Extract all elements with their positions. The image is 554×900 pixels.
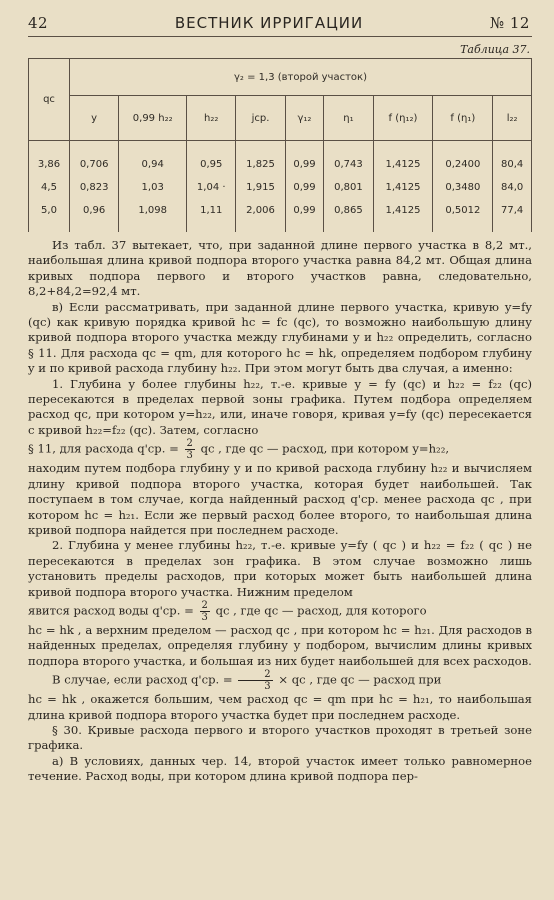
table-cell: 2,006 xyxy=(236,199,285,232)
table-cell: 0,823 xyxy=(70,176,119,199)
table-cell: 0,99 xyxy=(285,199,324,232)
paragraph: § 30. Кривые расхода первого и второго участков проходят в третьей зоне графика. xyxy=(28,722,532,753)
table-cell: 0,743 xyxy=(324,141,373,177)
journal-title: ВЕСТНИК ИРРИГАЦИИ xyxy=(174,14,364,32)
running-header xyxy=(28,14,532,37)
row-label: 3,86 xyxy=(29,141,70,177)
paragraph: находим путем подбора глубину y и по кривой расхода глубину h₂₂ и вычисляем длину кривой подпора второго участка, которая будет наибольшей. Так поступаем в том случае, когда найденный расход q'ср. менее расхода qc , при котором hc = h₂₁. Если же первый расход более второго, то наибольшая длина кривой подпора найдется при последнем расходе. xyxy=(28,461,532,537)
column-header: γ₁₂ xyxy=(285,96,324,141)
table-cell: 84,0 xyxy=(493,176,532,199)
table-cell: 1,11 xyxy=(187,199,236,232)
table-cell: 0,99 xyxy=(285,141,324,177)
table-cell: 1,4125 xyxy=(373,176,433,199)
paragraph: 1. Глубина y более глубины h₂₂, т.-е. кривые y = fy (qc) и h₂₂ = f₂₂ (qc) пересекаются в пределах первой зоны графика. Путем подбора определяем расход qc, при котором y=h₂₂, или, иначе говоря, кривая y=fy (qc) пересекается с кривой h₂₂=f₂₂ (qc). Затем, согласно xyxy=(28,376,532,437)
row-label: 5,0 xyxy=(29,199,70,232)
table-caption: Таблица 37. xyxy=(460,43,530,56)
paragraph: hc = hk , окажется большим, чем расход qc = qm при hc = h₂₁, то наибольшая длина кривой подпора второго участка будет при последнем расходе. xyxy=(28,692,532,722)
table-cell: 0,96 xyxy=(70,199,119,232)
body-text xyxy=(28,238,532,785)
table-cell: 0,865 xyxy=(324,199,373,232)
column-header: h₂₂ xyxy=(187,96,236,141)
table-cell: 77,4 xyxy=(493,199,532,232)
paragraph: hc = hk , а верхним пределом — расход qc , при котором hc = h₂₁. Для расходов в найденных пределах, определяя глубину y подбором, вычислим длины кривых подпора второго участка, и большая из них будет наибольшей для всех расходов. xyxy=(28,622,532,668)
column-header: 0,99 h₂₂ xyxy=(119,96,187,141)
paragraph: Из табл. 37 вытекает, что, при заданной длине первого участка в 8,2 мт., наибольшая длина кривой подпора второго участка равна 84,2 мт. Общая длина кривых подпора первого и второго участков равна, следовательно, 8,2+84,2=92,4 мт. xyxy=(28,238,532,299)
table-cell: 0,99 xyxy=(285,176,324,199)
formula-line: явится расход воды q'ср. = $\frac{2}{3}$ qc , где qc — расход, для которого xyxy=(28,599,427,623)
table-row xyxy=(29,199,532,232)
table-cell: 0,2400 xyxy=(433,141,493,177)
page-number: 42 xyxy=(28,14,49,32)
formula-line: В случае, если расход q'ср. = $\frac{2}{3}$ × qc , где qc — расход при xyxy=(52,669,442,693)
column-header: η₁ xyxy=(324,96,373,141)
paragraph: а) В условиях, данных чер. 14, второй участок имеет только равномерное течение. Расход воды, при котором длина кривой подпора пер- xyxy=(28,753,532,784)
table-cell: 80,4 xyxy=(493,141,532,177)
table-cell: 1,4125 xyxy=(373,141,433,177)
table-cell: 0,801 xyxy=(324,176,373,199)
formula-line: § 11, для расхода q'ср. = $\frac{2}{3}$ qc , где qc — расход, при котором y=h₂₂, xyxy=(28,438,450,462)
table-cell: 0,5012 xyxy=(433,199,493,232)
table-cell: 1,4125 xyxy=(373,199,433,232)
fraction: $\frac{2}{3}$ xyxy=(201,599,208,623)
table-row xyxy=(29,141,532,177)
row-label-header: qc xyxy=(29,59,70,141)
issue-number: № 12 xyxy=(489,14,530,32)
table-cell: 1,915 xyxy=(236,176,285,199)
table-cell: 0,706 xyxy=(70,141,119,177)
table-row xyxy=(29,176,532,199)
column-header: f (η₁₂) xyxy=(373,96,433,141)
table-cell: 0,94 xyxy=(119,141,187,177)
row-label: 4,5 xyxy=(29,176,70,199)
table-cell: 1,098 xyxy=(119,199,187,232)
column-header: y xyxy=(70,96,119,141)
paragraph: в) Если рассматривать, при заданной длине первого участка, кривую y=fy (qc) как кривую порядка кривой hc = fc (qc), то возможно наибольшую длину кривой подпора второго участка между глубинами y и h₂₂ определить, согласно § 11. Для расхода qc = qm, для которого hc = hk, определяем подбором глубину y и по кривой расхода глубину h₂₂. При этом могут быть два случая, а именно: xyxy=(28,299,532,376)
paragraph: 2. Глубина y менее глубины h₂₂, т.-е. кривые y=fy ( qc ) и h₂₂ = f₂₂ ( qc ) не пересекаются в пределах зон графика. В этом случае возможно лишь установить пределы расходов, при которых может быть наибольшей длина кривой подпора второго участка. Нижним пределом xyxy=(28,538,532,599)
table-cell: 1,04 · xyxy=(187,176,236,199)
fraction: $\frac{2}{3}$ xyxy=(238,669,272,692)
table-cell: 1,03 xyxy=(119,176,187,199)
fraction: $\frac{2}{3}$ xyxy=(186,438,193,462)
table-cell: 1,825 xyxy=(236,141,285,177)
column-header: l₂₂ xyxy=(493,96,532,141)
column-header: jср. xyxy=(236,96,285,141)
table-cell: 0,3480 xyxy=(433,176,493,199)
data-table xyxy=(28,58,532,232)
group-header: γ₂ = 1,3 (второй участок) xyxy=(70,59,532,96)
column-header: f (η₁) xyxy=(433,96,493,141)
table-cell: 0,95 xyxy=(187,141,236,177)
